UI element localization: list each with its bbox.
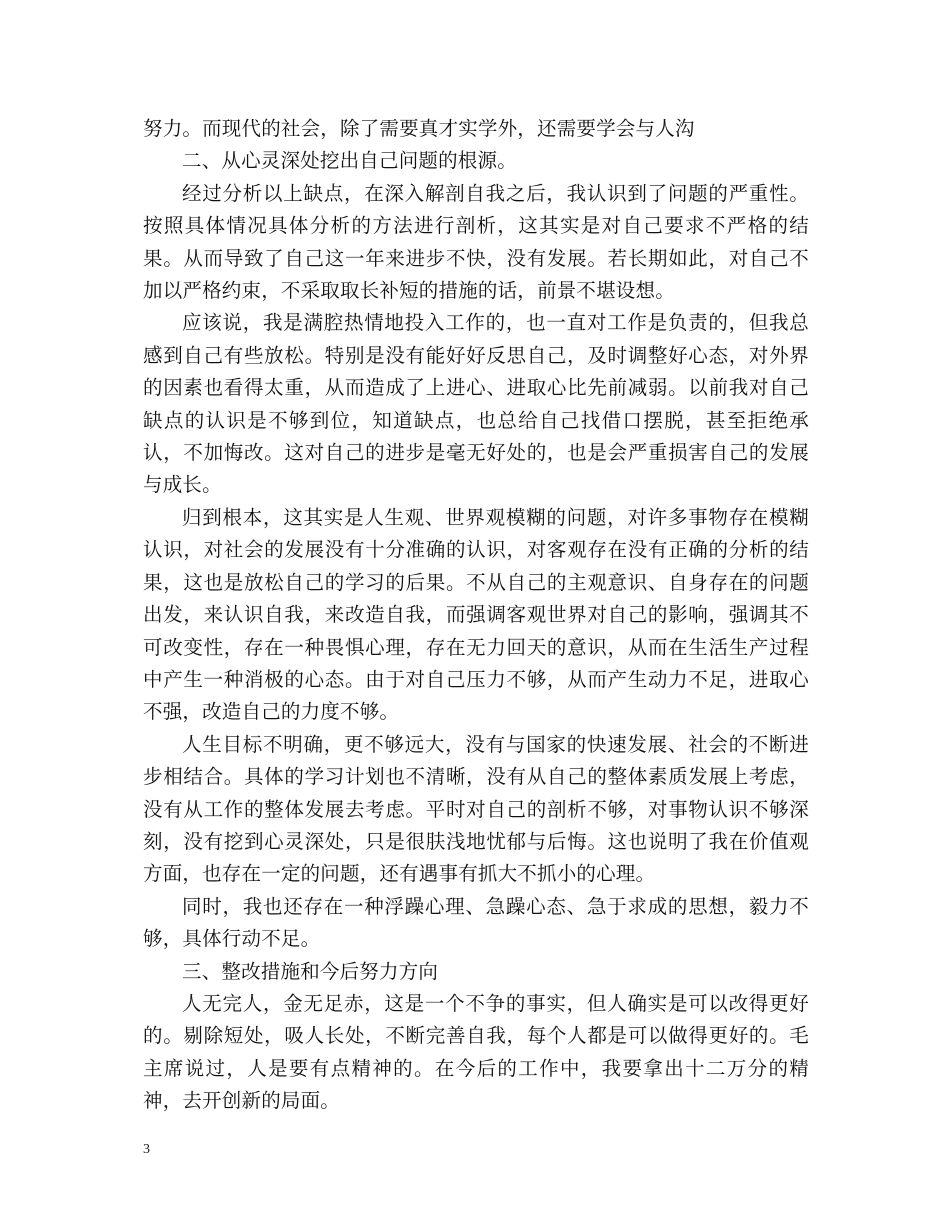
- section-heading: 二、从心灵深处挖出自己问题的根源。: [182, 149, 517, 173]
- paragraph: 人生目标不明确，更不够远大，没有与国家的快速发展、社会的不断进步相结合。具体的学习计划也不清晰，没有从自己的整体素质发展上考虑，没有从工作的整体发展去考虑。平时对自己的剖析不够，对事物认识不够深刻，没有挖到心灵深处，只是很肤浅地忧郁与后悔。这也说明了我在价值观方面，也存在一定的问题，还有遇事有抓大不抓小的心理。: [143, 732, 809, 886]
- paragraph: 努力。而现代的社会，除了需要真才实学外，还需要学会与人沟: [143, 117, 695, 140]
- paragraph: 同时，我也还存在一种浮躁心理、急躁心态、急于求成的思想，毅力不够，具体行动不足。: [143, 894, 809, 951]
- paragraph: 归到根本，这其实是人生观、世界观模糊的问题，对许多事物存在模糊认识，对社会的发展没有十分准确的认识，对客观存在没有正确的分析的结果，这也是放松自己的学习的后果。不从自己的主观意识、自身存在的问题出发，来认识自我，来改造自我，而强调客观世界对自己的影响，强调其不可改变性，存在一种畏惧心理，存在无力回天的意识，从而在生活生产过程中产生一种消极的心态。由于对自己压力不够，从而产生动力不足，进取心不强，改造自己的力度不够。: [143, 505, 809, 724]
- page-number: 3: [143, 1142, 150, 1157]
- paragraph: 经过分析以上缺点，在深入解剖自我之后，我认识到了问题的严重性。按照具体情况具体分析的方法进行剖析，这其实是对自己要求不严格的结果。从而导致了自己这一年来进步不快，没有发展。若长期如此，对自己不加以严格约束，不采取取长补短的措施的话，前景不堪设想。: [143, 181, 809, 303]
- section-heading: 三、整改措施和今后努力方向: [182, 959, 439, 983]
- paragraph: 人无完人，金无足赤，这是一个不争的事实，但人确实是可以改得更好的。剔除短处，吸人长处，不断完善自我，每个人都是可以做得更好的。毛主席说过，人是要有点精神的。在今后的工作中，我要拿出十二万分的精神，去开创新的局面。: [143, 991, 809, 1113]
- document-body: [143, 113, 809, 1118]
- paragraph: 应该说，我是满腔热情地投入工作的，也一直对工作是负责的，但我总感到自己有些放松。特别是没有能好好反思自己，及时调整好心态，对外界的因素也看得太重，从而造成了上进心、进取心比先前减弱。以前我对自己缺点的认识是不够到位，知道缺点，也总给自己找借口摆脱，甚至拒绝承认，不加悔改。这对自己的进步是毫无好处的，也是会严重损害自己的发展与成长。: [143, 311, 809, 497]
